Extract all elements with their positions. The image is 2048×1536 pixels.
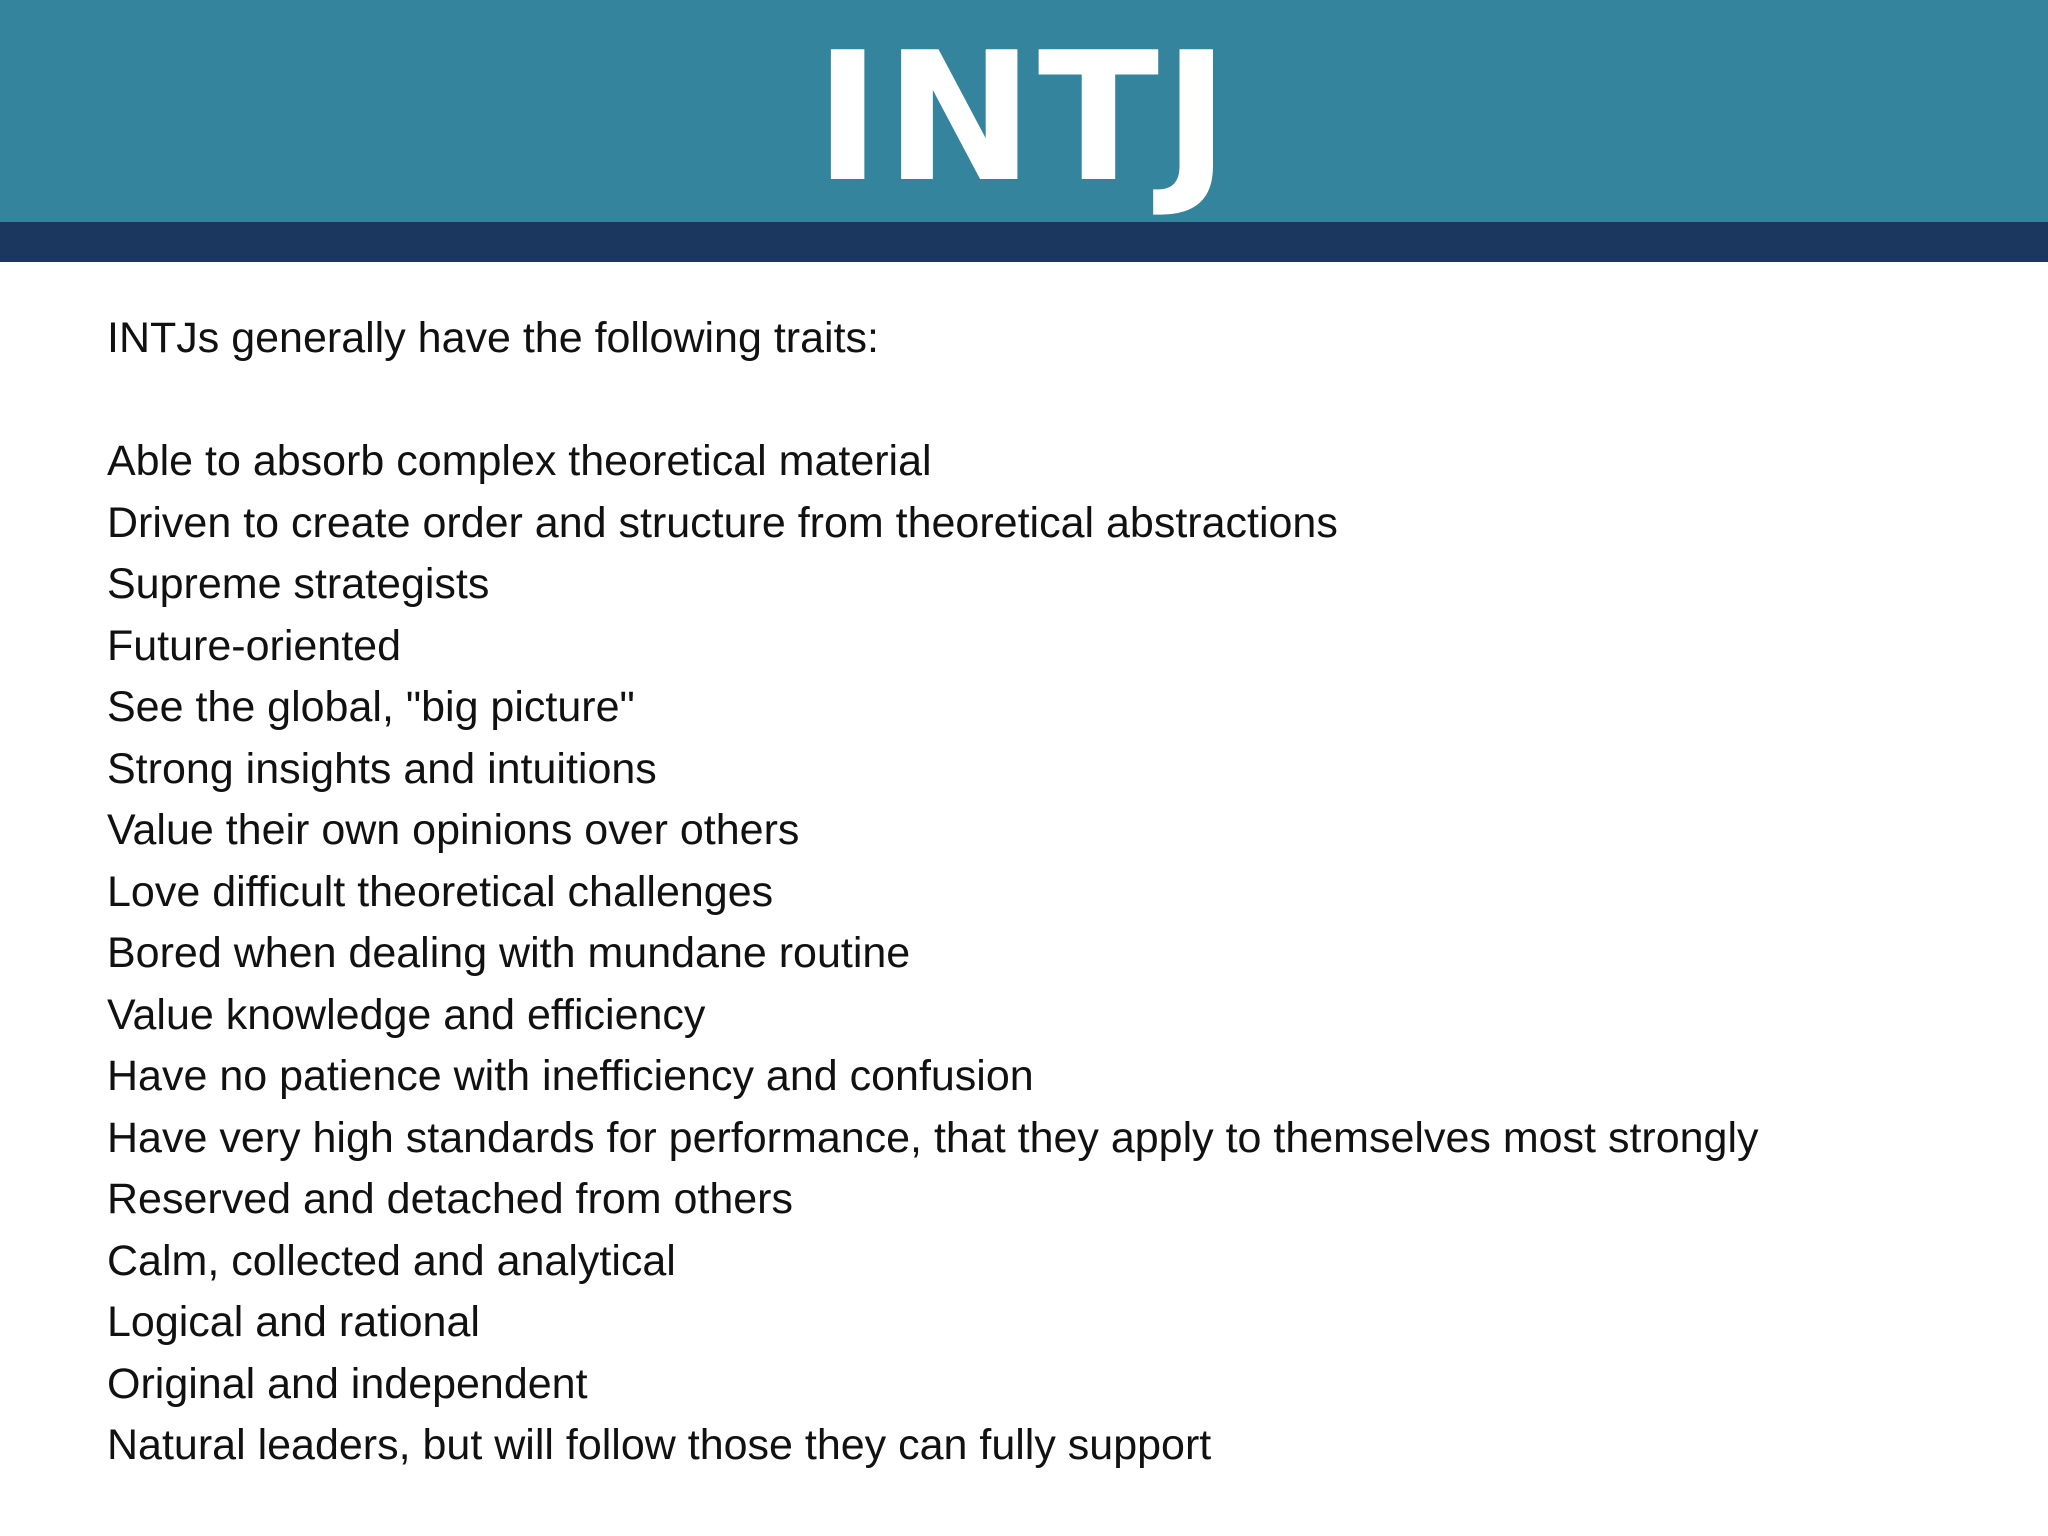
trait-item: Future-oriented <box>107 621 401 670</box>
trait-item: Driven to create order and structure from theoretical abstractions <box>107 498 1338 547</box>
trait-item: Bored when dealing with mundane routine <box>107 929 911 977</box>
trait-item: Value knowledge and efficiency <box>107 990 706 1039</box>
trait-item: Supreme strategists <box>107 560 490 608</box>
trait-item: Natural leaders, but will follow those they can fully support <box>107 1421 1212 1469</box>
intro-text: INTJs generally have the following traits: <box>107 314 879 362</box>
trait-item: Have no patience with inefficiency and confusion <box>107 1052 1034 1100</box>
header-band <box>0 0 2048 222</box>
trait-item: See the global, "big picture" <box>107 683 635 731</box>
trait-item: Strong insights and intuitions <box>107 744 657 793</box>
trait-item: Original and independent <box>107 1359 588 1408</box>
slide-body <box>107 308 1947 1477</box>
trait-item: Logical and rational <box>107 1298 480 1346</box>
trait-item: Calm, collected and analytical <box>107 1236 676 1285</box>
header-stripe <box>0 222 2048 262</box>
trait-item: Able to absorb complex theoretical material <box>107 437 932 485</box>
trait-item: Love difficult theoretical challenges <box>107 867 774 916</box>
trait-item: Have very high standards for performance, that they apply to themselves most strongly <box>107 1113 1759 1162</box>
traits-list <box>107 431 1947 1477</box>
trait-item: Reserved and detached from others <box>107 1175 794 1223</box>
spacer <box>107 370 1947 432</box>
page-title: INTJ <box>814 14 1234 221</box>
trait-item: Value their own opinions over others <box>107 806 800 854</box>
